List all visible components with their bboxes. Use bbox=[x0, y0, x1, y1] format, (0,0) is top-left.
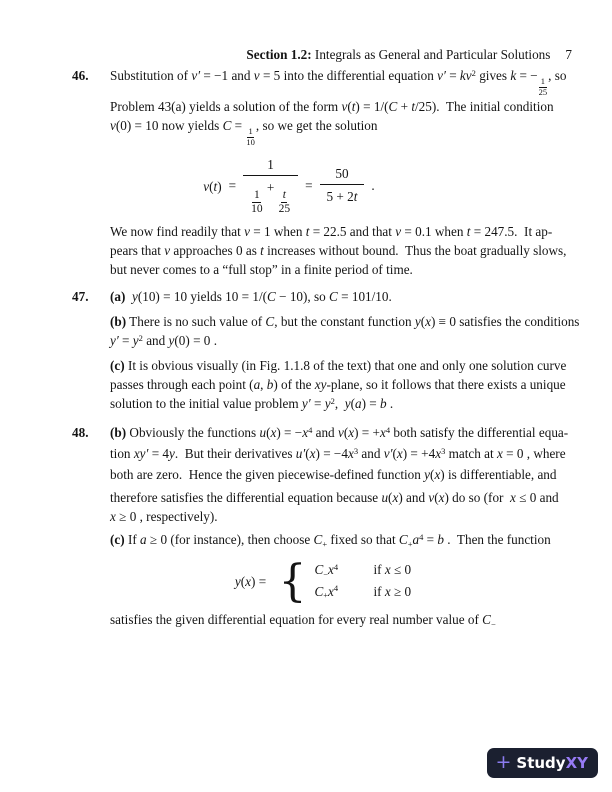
text-line: v(0) = 10 now yields C = $\frac{1}{10}$ , so we get the solution bbox=[110, 118, 378, 147]
equation-lhs: y(x) = bbox=[234, 574, 270, 590]
problem-46 bbox=[72, 66, 572, 279]
studyxy-logo bbox=[487, 748, 598, 778]
logo-text-xy: XY bbox=[565, 754, 588, 772]
text-line: x ≥ 0 , respectively). bbox=[110, 509, 218, 525]
fraction-numerator: 1 bbox=[243, 156, 298, 176]
problem-number: 46. bbox=[72, 68, 89, 83]
fraction-denominator: $\frac{1}{10}$ + $\frac{t}{25}$ bbox=[251, 179, 291, 216]
text-line: satisfies the given differential equation for every real number value of C− bbox=[110, 612, 496, 629]
text-line: (c) If a ≥ 0 (for instance), then choose C+ fixed so that $C+a^4 = b$ . Then the function bbox=[110, 531, 551, 549]
section-label: Section 1.2: bbox=[246, 47, 312, 62]
problem-number: 48. bbox=[72, 425, 89, 441]
problem-body bbox=[110, 66, 572, 279]
display-equation-piecewise bbox=[92, 556, 554, 608]
page-content bbox=[72, 66, 580, 631]
text-line: (c) It is obvious visually (in Fig. 1.1.8 of the text) that one and only one solution curve bbox=[110, 358, 567, 374]
text-line: pears that v approaches 0 as t increases without bound. Thus the boat gradually slows, bbox=[110, 243, 567, 259]
text-line: but never comes to a “full stop” in a finite period of time. bbox=[110, 262, 413, 278]
plus-icon: + bbox=[495, 751, 512, 773]
fraction-numerator: 50 bbox=[320, 165, 365, 185]
piecewise-case bbox=[314, 582, 411, 604]
text-line: (b) Obviously the functions $u(x) = -x^4$ and $v(x) = +x^4$ both satisfy the differential equa- bbox=[110, 424, 569, 441]
text-line: passes through each point (a, b) of the xy-plane, so it follows that there exists a unique bbox=[110, 377, 566, 393]
text-line: Problem 43(a) yields a solution of the form v(t) = 1/(C + t/25). The initial condition bbox=[110, 99, 554, 115]
text-line: both are zero. Hence the given piecewise-defined function y(x) is differentiable, and bbox=[110, 467, 557, 483]
left-brace: { bbox=[278, 556, 307, 608]
piecewise-cases bbox=[314, 560, 411, 603]
problem-number: 47. bbox=[72, 289, 89, 305]
text-line: We now find readily that v = 1 when t = 22.5 and that v = 0.1 when t = 247.5. It ap- bbox=[110, 224, 553, 240]
equals-sign: = bbox=[305, 178, 313, 194]
text-line: therefore satisfies the differential equation because u(x) and v(x) do so (for x ≤ 0 and bbox=[110, 490, 559, 506]
text-line: $y' = y^2$ and y(0) = 0 . bbox=[110, 332, 217, 349]
fraction bbox=[243, 156, 298, 217]
case-condition: if x ≤ 0 bbox=[373, 562, 412, 578]
equals-sign: = bbox=[228, 178, 237, 194]
case-value: $C-x^4$ bbox=[314, 561, 339, 579]
text-line: solution to the initial value problem $y' = y^2$, y(a) = b . bbox=[110, 395, 394, 412]
text-line: (b) There is no such value of C, but the constant function y(x) ≡ 0 satisfies the conditions bbox=[110, 314, 580, 330]
problem-48 bbox=[72, 423, 572, 631]
fraction bbox=[320, 165, 365, 207]
text-line: Substitution of v′ = −1 and v = 5 into the differential equation $v' = kv^2$ gives k = − $\frac{1}{25}$ , so bbox=[110, 67, 567, 97]
piecewise-case bbox=[314, 560, 411, 582]
page-number: 7 bbox=[565, 47, 572, 62]
problem-body bbox=[110, 287, 580, 415]
problem-body bbox=[110, 423, 572, 631]
case-condition: if x ≥ 0 bbox=[373, 583, 412, 599]
text-line: (a) y(10) = 10 yields 10 = 1/(C − 10), so C = 101/10. bbox=[110, 289, 392, 305]
equation-lhs: v(t) bbox=[203, 178, 222, 194]
fraction-denominator: 5 + 2t bbox=[326, 189, 358, 205]
display-equation-velocity bbox=[58, 156, 520, 217]
section-title: Integrals as General and Particular Solutions bbox=[311, 47, 551, 62]
text-line: tion xy′ = 4y. But their derivatives $u'(x) = -4x^3$ and $v'(x) = +4x^3$ match at x = 0 , where bbox=[110, 445, 566, 462]
problem-47 bbox=[72, 287, 580, 415]
case-value: $C+x^4$ bbox=[314, 583, 339, 601]
equation-period: . bbox=[371, 178, 375, 194]
logo-text-study: Study bbox=[516, 754, 566, 772]
